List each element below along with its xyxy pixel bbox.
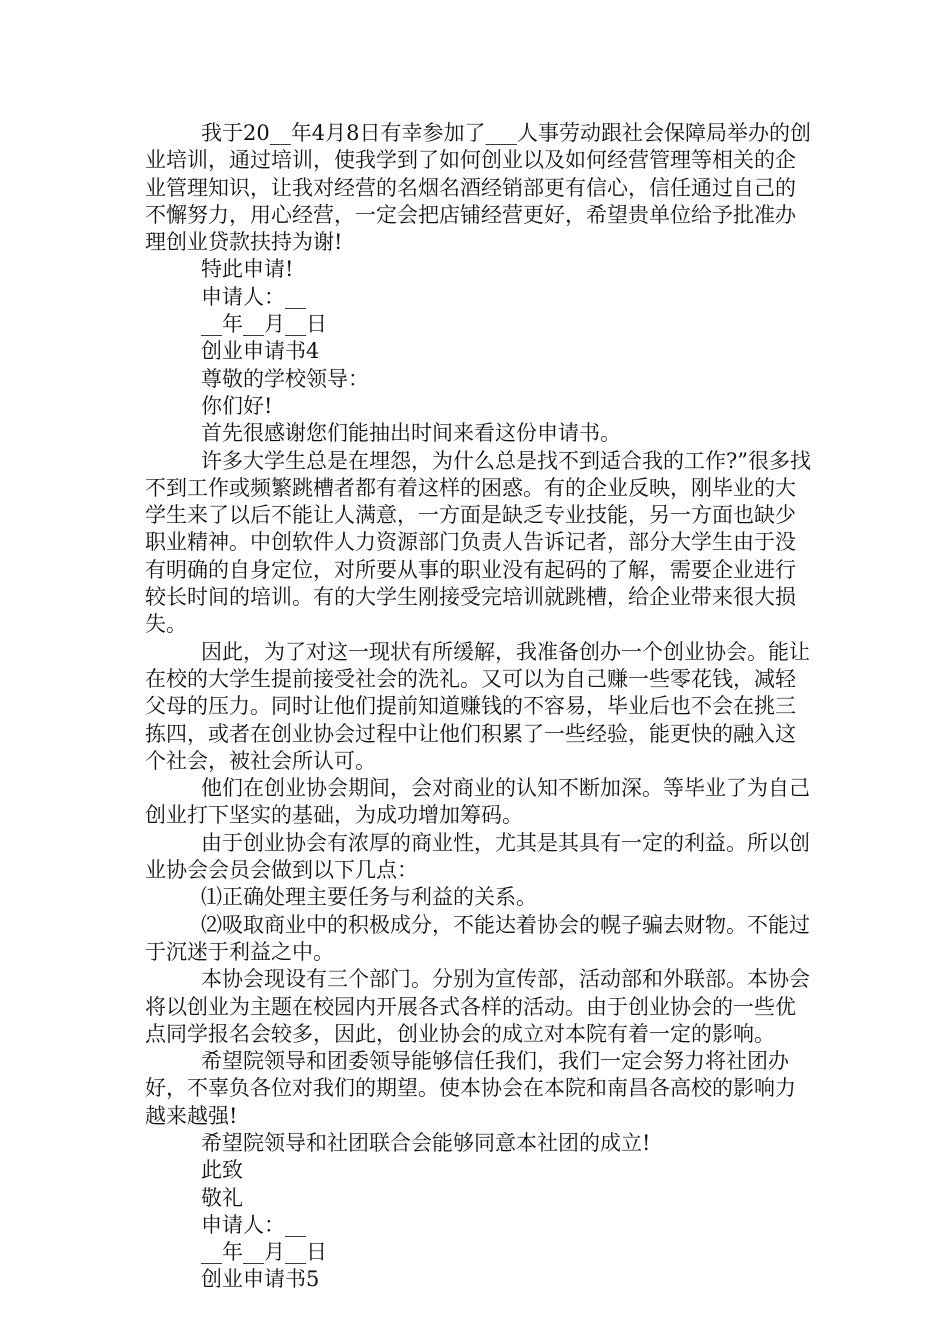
salutation: 尊敬的学校领导： xyxy=(201,366,369,391)
document-body xyxy=(145,120,813,1294)
applicant-line-2: 申请人：__ xyxy=(201,1212,306,1237)
section-title-5: 创业申请书5 xyxy=(201,1267,320,1292)
paragraph-association-plan: 因此，为了对这一现状有所缓解，我准备创办一个创业协会。能让在校的大学生提前接受社会的洗礼。又可以为自己赚一些零花钱，减轻父母的压力。同时让他们提前知道赚钱的不容易，毕业后也不会在挑三拣四，或者在创业协会过程中让他们积累了一些经验，能更快的融入这个社会，被社会所认可。 xyxy=(145,639,810,773)
paragraph-training: 我于20__年4月8日有幸参加了___人事劳动跟社会保障局举办的创业培训，通过培训，使我学到了如何创业以及如何经营管理等相关的企业管理知识，让我对经营的名烟名酒经销部更有信心，信任通过自己的不懈努力，用心经营，一定会把店铺经营更好，希望贵单位给予批准办理创业贷款扶持为谢! xyxy=(145,121,811,255)
closing-cizhi: 此致 xyxy=(201,1158,243,1183)
date-line-2: __年__月__日 xyxy=(201,1240,327,1265)
applicant-line: 申请人：__ xyxy=(201,284,306,309)
closing-jingli: 敬礼 xyxy=(201,1185,243,1210)
greeting: 你们好! xyxy=(201,393,273,418)
section-title-4: 创业申请书4 xyxy=(201,339,320,364)
paragraph-departments: 本协会现设有三个部门。分别为宣传部，活动部和外联部。本协会将以创业为主题在校园内开展各式各样的活动。由于创业协会的一些优点同学报名会较多，因此，创业协会的成立对本院有着一定的影响。 xyxy=(145,967,810,1046)
rule-item-1: ⑴正确处理主要任务与利益的关系。 xyxy=(201,885,537,910)
paragraph-graduates: 许多大学生总是在埋怨，为什么总是找不到适合我的工作?”很多找不到工作或频繁跳槽者都有着这样的困惑。有的企业反映，刚毕业的大学生来了以后不能让人满意，一方面是缺乏专业技能，另一方面也缺少职业精神。中创软件人力资源部门负责人告诉记者，部分大学生由于没有明确的自身定位，对所要从事的职业没有起码的了解，需要企业进行较长时间的培训。有的大学生刚接受完培训就跳槽，给企业带来很大损失。 xyxy=(145,448,811,637)
paragraph-hope: 希望院领导和团委领导能够信任我们，我们一定会努力将社团办好，不辜负各位对我们的期望。使本协会在本院和南昌各高校的影响力越来越强! xyxy=(145,1049,796,1128)
paragraph-member-rules: 由于创业协会有浓厚的商业性，尤其是其具有一定的利益。所以创业协会会员会做到以下几点： xyxy=(145,830,810,883)
approval-request: 希望院领导和社团联合会能够同意本社团的成立! xyxy=(201,1130,651,1155)
date-line: __年__月__日 xyxy=(201,312,327,337)
paragraph-business-awareness: 他们在创业协会期间，会对商业的认知不断加深。等毕业了为自己创业打下坚实的基础，为成功增加筹码。 xyxy=(145,776,810,828)
rule-item-2: ⑵吸取商业中的积极成分，不能达着协会的幌子骗去财物。不能过于沉迷于利益之中。 xyxy=(145,912,810,964)
closing-request: 特此申请! xyxy=(201,257,294,282)
opening-thanks: 首先很感谢您们能抽出时间来看这份申请书。 xyxy=(201,421,621,446)
